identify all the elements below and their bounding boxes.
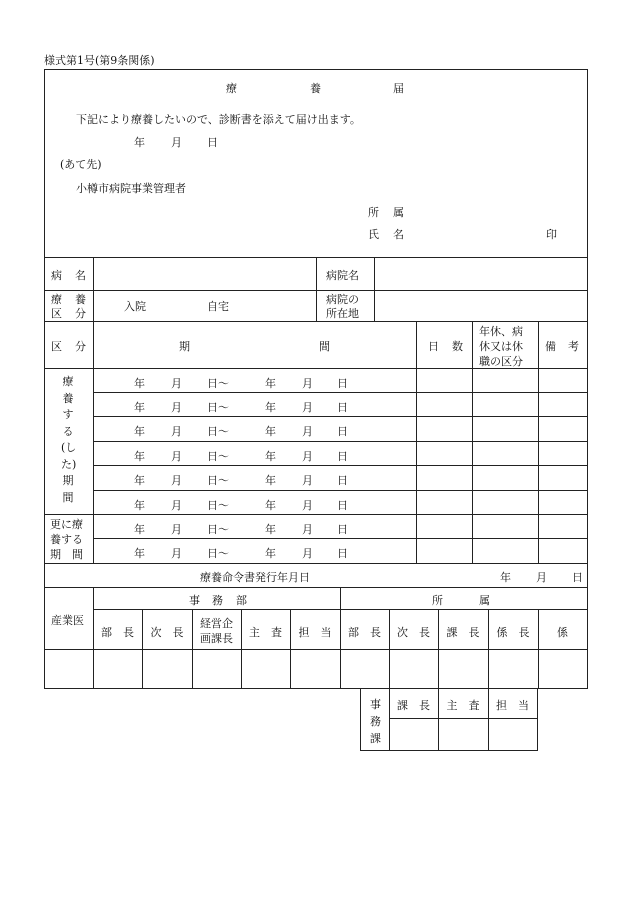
period-cell-text: 日 bbox=[337, 474, 348, 487]
period-cell-text: 日〜 bbox=[207, 499, 229, 512]
extended-period-label-1: 更に療 bbox=[50, 518, 83, 531]
period-cell-text: 月 bbox=[302, 547, 313, 560]
leave-type-header-2: 休又は休 bbox=[479, 340, 523, 353]
type-label-4: 分 bbox=[75, 307, 86, 320]
period-cell-text: 月 bbox=[171, 425, 182, 438]
type-label-3: 区 bbox=[51, 307, 62, 320]
aff-role-unit-chief: 係 長 bbox=[496, 626, 530, 639]
aff-role-clerk: 係 bbox=[557, 626, 568, 639]
option-home: 自宅 bbox=[207, 300, 229, 313]
period-cell-text: 日〜 bbox=[207, 523, 229, 536]
office-label-2: 務 bbox=[370, 715, 381, 728]
hospital-location-label-1: 病院の bbox=[326, 293, 359, 306]
period-cell-text: 日〜 bbox=[207, 450, 229, 463]
period-cell-text: 日 bbox=[337, 547, 348, 560]
days-header-1: 日 bbox=[428, 340, 439, 353]
period-cell-text: 年 bbox=[134, 377, 145, 390]
period-cell-text: 日〜 bbox=[207, 474, 229, 487]
category-header-1: 区 bbox=[51, 340, 62, 353]
role-chief: 主 査 bbox=[249, 626, 282, 639]
extended-period-label-3: 期 間 bbox=[50, 548, 83, 561]
role-planning-1: 経営企 bbox=[200, 617, 233, 630]
period-cell-text: 年 bbox=[134, 450, 145, 463]
addressee: 小樽市病院事業管理者 bbox=[76, 182, 186, 195]
remarks-header-2: 考 bbox=[568, 340, 579, 353]
period-cell-text: 日 bbox=[337, 377, 348, 390]
name-label-2: 名 bbox=[393, 228, 404, 241]
office-label-1: 事 bbox=[370, 698, 381, 711]
period-cell-text: 日〜 bbox=[207, 425, 229, 438]
date-day: 日 bbox=[207, 136, 218, 149]
leave-type-header-3: 職の区分 bbox=[479, 355, 523, 368]
form-title-3: 届 bbox=[393, 82, 404, 95]
office-role-chief: 課 長 bbox=[397, 699, 430, 712]
period-cell-text: 年 bbox=[265, 425, 276, 438]
period-cell-text: 月 bbox=[302, 499, 313, 512]
period-cell-text: 年 bbox=[265, 547, 276, 560]
period-cell-text: 月 bbox=[171, 474, 182, 487]
date-year: 年 bbox=[134, 136, 145, 149]
order-date-label: 療養命令書発行年月日 bbox=[200, 571, 310, 584]
type-label-1: 療 bbox=[51, 293, 62, 306]
period-cell-text: 月 bbox=[171, 523, 182, 536]
role-deputy: 次 長 bbox=[150, 626, 184, 639]
period-cell-text: 月 bbox=[171, 547, 182, 560]
period-cell-text: 年 bbox=[134, 499, 145, 512]
secretariat-label-2: 務 bbox=[212, 594, 223, 607]
period-header-1: 期 bbox=[179, 340, 190, 353]
affiliation-label-2: 属 bbox=[393, 206, 404, 219]
period-cell-text: 月 bbox=[171, 377, 182, 390]
office-label-3: 課 bbox=[370, 732, 381, 745]
period-cell-text: 日〜 bbox=[207, 547, 229, 560]
remarks-header-1: 備 bbox=[545, 340, 556, 353]
period-cell-text: 年 bbox=[265, 401, 276, 414]
affiliation-section-2: 属 bbox=[479, 594, 490, 607]
period-cell-text: 月 bbox=[171, 401, 182, 414]
period-cell-text: 日 bbox=[337, 401, 348, 414]
period-cell-text: 年 bbox=[265, 450, 276, 463]
treatment-period-label: 療養する(した)期間 bbox=[61, 375, 77, 504]
period-cell-text: 年 bbox=[134, 474, 145, 487]
option-inpatient: 入院 bbox=[124, 300, 146, 313]
period-cell-text: 年 bbox=[265, 499, 276, 512]
days-header-2: 数 bbox=[452, 340, 463, 353]
period-cell-text: 年 bbox=[134, 523, 145, 536]
order-date-day: 日 bbox=[572, 571, 583, 584]
form-number: 様式第1号(第9条関係) bbox=[44, 54, 155, 67]
declaration-text: 下記により療養したいので、診断書を添えて届け出ます。 bbox=[76, 113, 361, 126]
period-cell-text: 年 bbox=[134, 401, 145, 414]
period-cell-text: 日 bbox=[337, 450, 348, 463]
form-title-2: 養 bbox=[310, 82, 321, 95]
form-title-1: 療 bbox=[226, 82, 237, 95]
period-cell-text: 月 bbox=[302, 474, 313, 487]
role-director: 部 長 bbox=[101, 626, 134, 639]
aff-role-director: 部 長 bbox=[348, 626, 381, 639]
period-cell-text: 年 bbox=[134, 425, 145, 438]
addressee-label: (あて先) bbox=[60, 158, 102, 171]
category-header-2: 分 bbox=[75, 340, 86, 353]
period-cell-text: 月 bbox=[302, 377, 313, 390]
period-cell-text: 日 bbox=[337, 499, 348, 512]
period-cell-text: 年 bbox=[265, 523, 276, 536]
period-cell-text: 年 bbox=[265, 474, 276, 487]
period-cell-text: 月 bbox=[302, 425, 313, 438]
affiliation-label-1: 所 bbox=[368, 206, 379, 219]
period-cell-text: 日 bbox=[337, 425, 348, 438]
hospital-name-label: 病院名 bbox=[326, 269, 359, 282]
affiliation-section-1: 所 bbox=[432, 594, 443, 607]
period-cell-text: 月 bbox=[171, 450, 182, 463]
period-header-2: 間 bbox=[319, 340, 330, 353]
period-cell-text: 月 bbox=[302, 523, 313, 536]
aff-role-deputy: 次 長 bbox=[397, 626, 430, 639]
disease-label-2: 名 bbox=[75, 269, 86, 282]
order-date-month: 月 bbox=[536, 571, 547, 584]
disease-label-1: 病 bbox=[51, 269, 62, 282]
name-label-1: 氏 bbox=[368, 228, 379, 241]
hospital-location-label-2: 所在地 bbox=[326, 307, 359, 320]
period-cell-text: 日〜 bbox=[207, 377, 229, 390]
order-date-year: 年 bbox=[500, 571, 511, 584]
occupational-doctor-label: 産業医 bbox=[51, 614, 84, 627]
period-cell-text: 日〜 bbox=[207, 401, 229, 414]
extended-period-label-2: 養する bbox=[50, 533, 83, 546]
office-role-supervisor: 主 査 bbox=[446, 699, 480, 712]
leave-type-header-1: 年休、病 bbox=[479, 325, 523, 338]
seal-mark: 印 bbox=[546, 228, 557, 241]
role-planning-2: 画課長 bbox=[200, 632, 233, 645]
secretariat-label-1: 事 bbox=[189, 594, 200, 607]
period-cell-text: 月 bbox=[302, 401, 313, 414]
period-cell-text: 年 bbox=[134, 547, 145, 560]
role-staff: 担 当 bbox=[298, 626, 332, 639]
type-label-2: 養 bbox=[75, 293, 86, 306]
aff-role-section-chief: 課 長 bbox=[446, 626, 480, 639]
office-role-staff: 担 当 bbox=[496, 699, 529, 712]
period-cell-text: 月 bbox=[302, 450, 313, 463]
period-cell-text: 日 bbox=[337, 523, 348, 536]
period-cell-text: 月 bbox=[171, 499, 182, 512]
period-cell-text: 年 bbox=[265, 377, 276, 390]
secretariat-label-3: 部 bbox=[236, 594, 247, 607]
date-month: 月 bbox=[171, 136, 182, 149]
